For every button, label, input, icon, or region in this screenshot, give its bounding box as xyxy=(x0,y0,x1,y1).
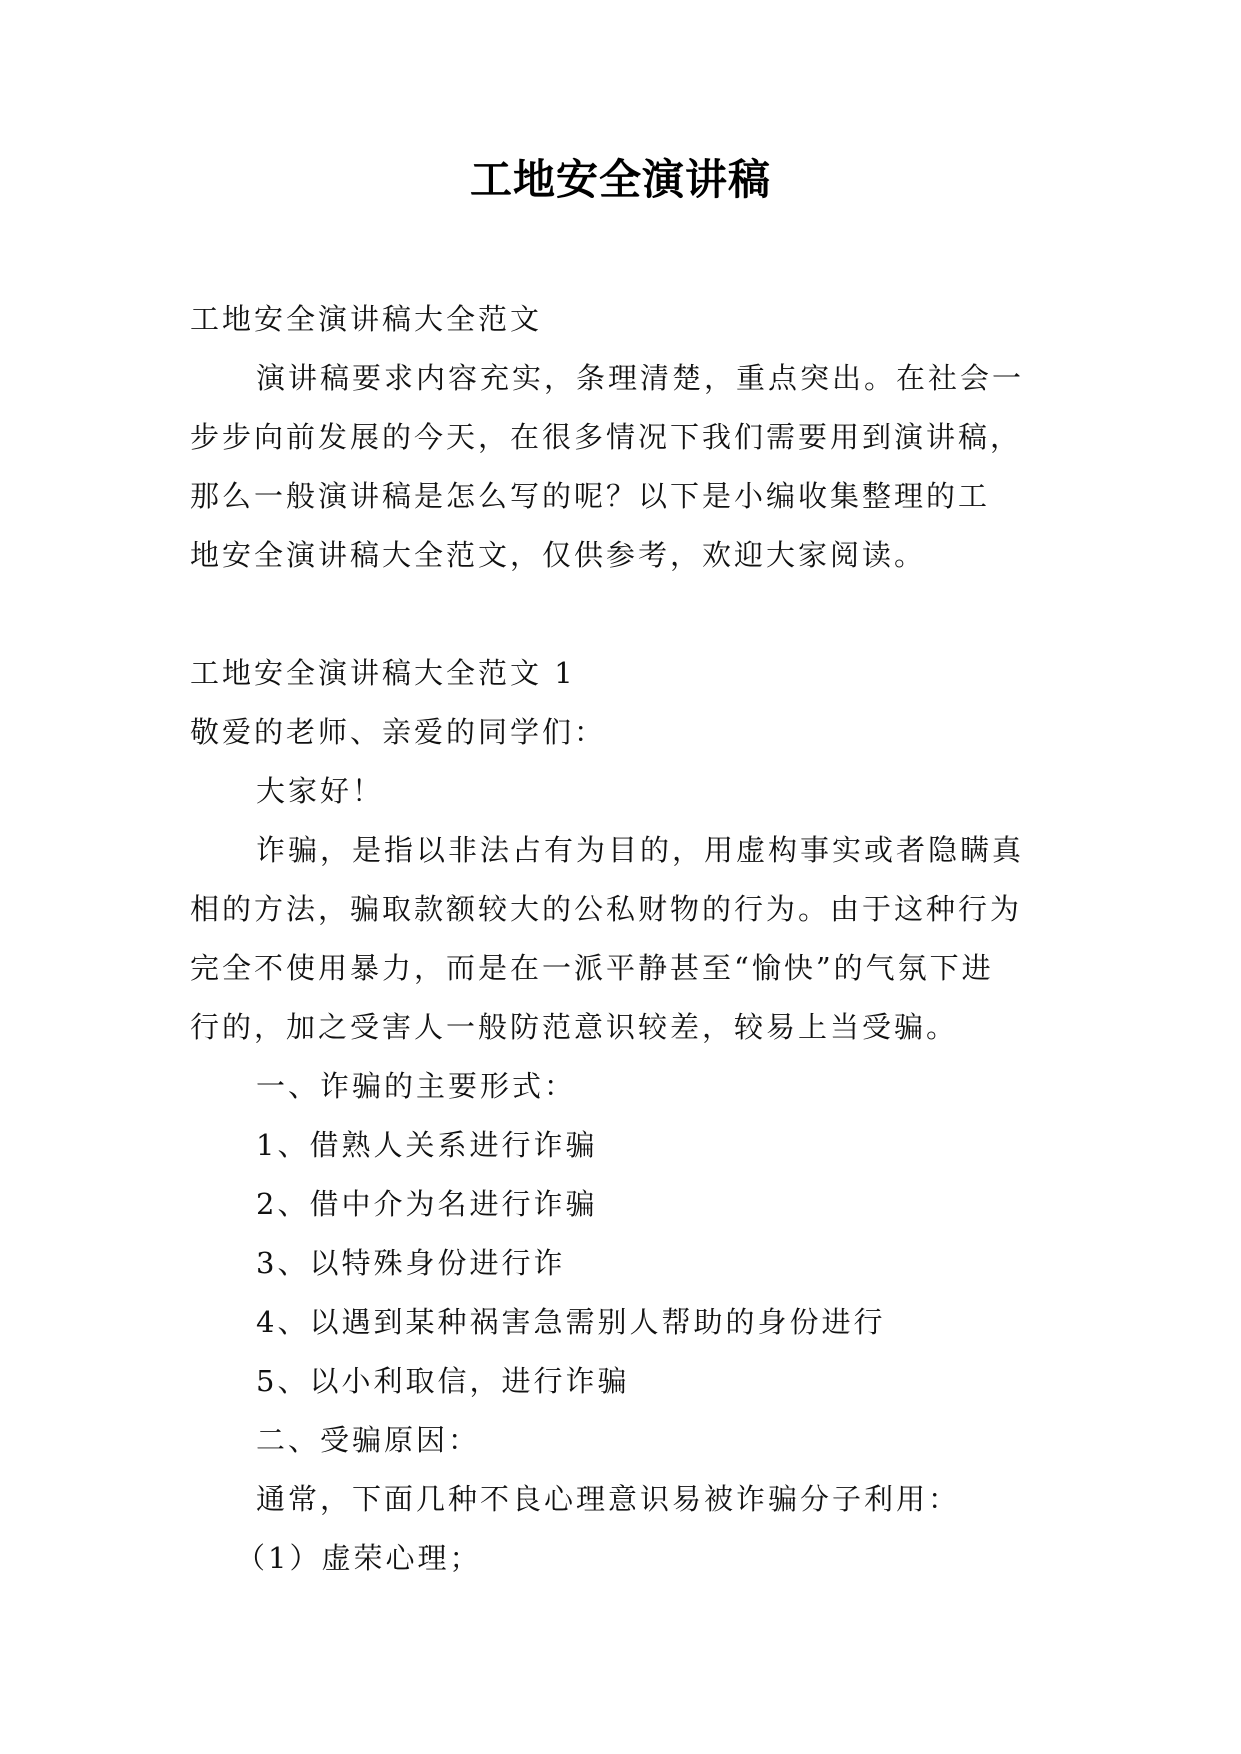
paragraph-line: 那么一般演讲稿是怎么写的呢？以下是小编收集整理的工 xyxy=(190,479,991,513)
salutation-line: 敬爱的老师、亲爱的同学们： xyxy=(190,715,607,749)
paragraph-line: 行的，加之受害人一般防范意识较差，较易上当受骗。 xyxy=(190,1010,959,1044)
list-item: 1、借熟人关系进行诈骗 xyxy=(256,1128,598,1162)
list-item: 5、以小利取信，进行诈骗 xyxy=(256,1364,630,1398)
list-heading: 二、受骗原因： xyxy=(256,1423,481,1457)
document-title: 工地安全演讲稿 xyxy=(469,155,771,204)
paragraph-line: 地安全演讲稿大全范文，仅供参考，欢迎大家阅读。 xyxy=(190,538,927,572)
list-item: （1）虚荣心理； xyxy=(236,1541,482,1575)
section-heading: 工地安全演讲稿大全范文 1 xyxy=(190,656,576,690)
paragraph-line: 通常，下面几种不良心理意识易被诈骗分子利用： xyxy=(256,1482,961,1516)
paragraph-line: 诈骗，是指以非法占有为目的，用虚构事实或者隐瞒真 xyxy=(256,833,1025,867)
list-item: 2、借中介为名进行诈骗 xyxy=(256,1187,598,1221)
document-body xyxy=(190,290,1062,1588)
greeting-line: 大家好！ xyxy=(256,774,385,808)
paragraph-line: 演讲稿要求内容充实，条理清楚，重点突出。在社会一 xyxy=(256,361,1025,395)
blank-line xyxy=(190,585,1062,644)
list-item: 4、以遇到某种祸害急需别人帮助的身份进行 xyxy=(256,1305,886,1339)
paragraph-line: 步步向前发展的今天，在很多情况下我们需要用到演讲稿， xyxy=(190,420,1023,454)
paragraph-line: 完全不使用暴力，而是在一派平静甚至“愉快”的气氛下进 xyxy=(190,951,994,985)
list-heading: 一、诈骗的主要形式： xyxy=(256,1069,577,1103)
list-item: 3、以特殊身份进行诈 xyxy=(256,1246,566,1280)
subtitle-line: 工地安全演讲稿大全范文 xyxy=(190,302,543,336)
paragraph-line: 相的方法，骗取款额较大的公私财物的行为。由于这种行为 xyxy=(190,892,1023,926)
